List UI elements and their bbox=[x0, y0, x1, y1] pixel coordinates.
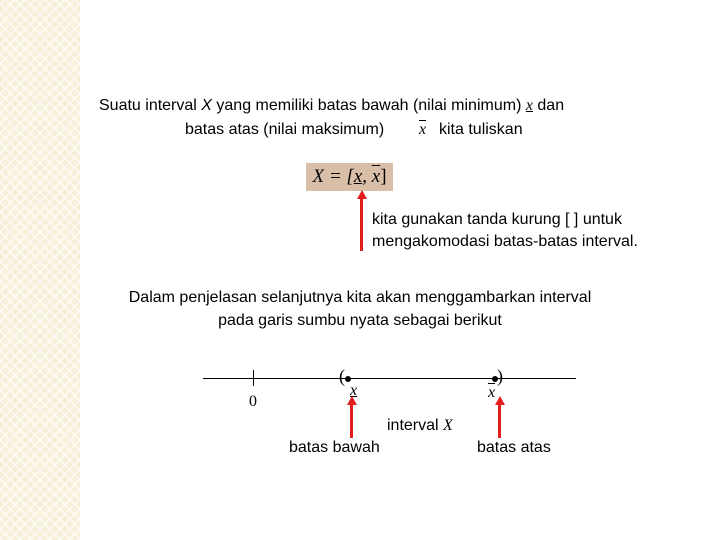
note-line-1: kita gunakan tanda kurung [ ] untuk bbox=[372, 211, 622, 228]
upper-bound-label: batas atas bbox=[477, 439, 551, 456]
axis-upper-symbol: $\overline{x}$ bbox=[488, 384, 496, 401]
interval-formula: X = [x, $\overline{x}$] bbox=[306, 163, 393, 191]
intro-line-2: batas atas (nilai maksimum) bbox=[185, 121, 385, 138]
decorative-side-panel bbox=[0, 0, 80, 540]
number-line-axis bbox=[203, 378, 576, 379]
close-paren: ) bbox=[497, 366, 503, 386]
interval-var: X bbox=[201, 97, 212, 114]
zero-tick bbox=[253, 370, 254, 386]
interval-label: interval X bbox=[387, 417, 453, 434]
upper-bound-symbol: $\overline{x}$ bbox=[419, 121, 427, 138]
zero-label: 0 bbox=[249, 393, 257, 410]
paragraph-line-2: pada garis sumbu nyata sebagai berikut bbox=[218, 312, 502, 329]
open-paren: ( bbox=[339, 366, 345, 386]
bracket-arrow bbox=[360, 198, 363, 251]
axis-lower-symbol: x bbox=[350, 382, 358, 399]
lower-bound-arrow bbox=[350, 404, 353, 438]
formula-upper: $\overline{x}$ bbox=[371, 166, 381, 187]
paragraph-line-1: Dalam penjelasan selanjutnya kita akan menggambarkan interval bbox=[128, 289, 592, 306]
intro-line-1: Suatu interval X yang memiliki batas bawah (nilai minimum) x dan bbox=[99, 97, 565, 114]
lower-bound-symbol: x bbox=[525, 97, 533, 114]
formula-lower: x bbox=[353, 166, 363, 187]
intro-line-2-end: kita tuliskan bbox=[439, 121, 523, 138]
note-line-2: mengakomodasi batas-batas interval. bbox=[372, 233, 638, 250]
upper-bound-arrow bbox=[498, 404, 501, 438]
lower-bound-label: batas bawah bbox=[289, 439, 380, 456]
